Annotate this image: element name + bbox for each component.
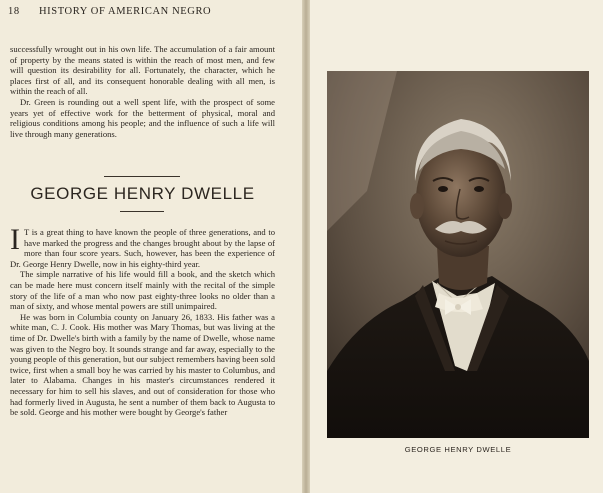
prior-section-text [10, 44, 275, 139]
portrait-caption: GEORGE HENRY DWELLE [404, 445, 512, 454]
chapter-rule-bottom [120, 211, 164, 212]
chapter-paragraph-1-text: T is a great thing to have known the people of three generations, and to have marked the progress and the changes brought about by the lapse of more than four score years. Such, however, has been the experience of Dr. George Henry Dwelle, now in his eighty-third year. [10, 227, 275, 269]
chapter-title: GEORGE HENRY DWELLE [30, 184, 255, 203]
chapter-paragraph-3: He was born in Columbia county on January 26, 1833. His father was a white man, C. J. Cook. His mother was Mary Thomas, but was living at the time of Dr. Dwelle's birth with a family by the name of Dwelle, whose name was given to the Negro boy. It sounds strange and far away, especially to the young people of this generation, but our subject remembers having been sold twice, first when a small boy he was carried by his master to Columbus, and later to Alabama. Changes in his master's circumstances rendered it necessary for him to sell his slaves, and out of consideration for those who had formerly lived in Augusta, he sent a number of them back to Augusta to be sold. George and his mother were bought by George's father [10, 311, 275, 418]
running-title: HISTORY OF AMERICAN NEGRO [39, 6, 212, 17]
book-gutter [302, 0, 310, 493]
portrait-photo [327, 71, 589, 438]
drop-cap: I [10, 223, 20, 256]
portrait-image [327, 71, 589, 438]
chapter-paragraph-1 [10, 223, 275, 269]
chapter-rule-top [104, 176, 180, 177]
prior-paragraph-2: Dr. Green is rounding out a well spent life, with the prospect of some years yet of effective work for the betterment of physical, moral and religious conditions among his people; and the influence of such a life will live through many generations. [10, 96, 275, 139]
prior-paragraph-1: successfully wrought out in his own life. The accumulation of a fair amount of property by the means stated is within the reach of most men, and few will question its desirability for all. Fortunately, the character, which he places first of all, and its consequent honorable dealing with all men, is within the reach of all. [10, 44, 275, 97]
page-number: 18 [8, 6, 20, 17]
chapter-paragraph-2: The simple narrative of his life would fill a book, and the sketch which can be made here must concern itself mainly with the recital of the simple story of the life of a man who now past eighty-three looks no older than a man of sixty, and whose mental powers are still unimpaired. [10, 269, 275, 312]
chapter-body [10, 223, 275, 418]
